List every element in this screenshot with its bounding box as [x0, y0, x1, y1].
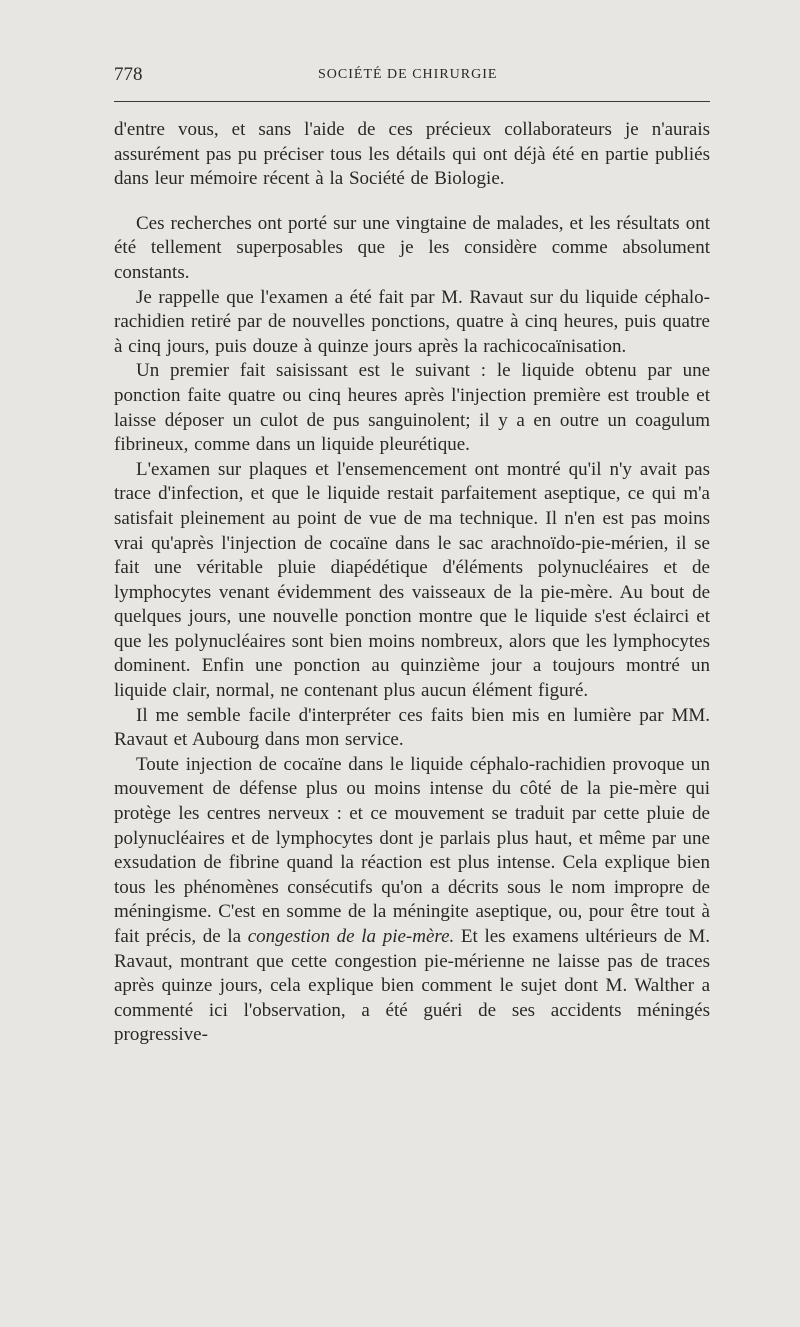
paragraph [114, 753, 710, 1048]
paragraph: Un premier fait saisissant est le suivant : le liquide obtenu par une ponction faite quatre ou cinq heures après l'injection première est trouble et laisse déposer un culot de pus sanguinolent; il y a en outre un coagulum fibrineux, comme dans un liquide pleurétique. [114, 360, 710, 456]
italic-phrase: congestion de la pie-mère. [247, 926, 455, 947]
paragraph: d'entre vous, et sans l'aide de ces précieux collaborateurs je n'aurais assurément pas pu préciser tous les détails qui ont déjà été en partie publiés dans leur mémoire récent à la Société de Biologie. [114, 119, 710, 190]
paragraph: Je rappelle que l'examen a été fait par M. Ravaut sur du liquide céphalo-rachidien retiré par de nouvelles ponctions, quatre à cinq heures, puis quatre à cinq jours, puis douze à quinze jours après la rachicocaïnisation. [114, 286, 710, 357]
body-text [114, 118, 710, 1048]
paragraph-text: Toute injection de cocaïne dans le liquide céphalo-rachidien provoque un mouvement de défense plus ou moins intense du côté de la pie-mère qui protège les centres nerveux : et ce mouvement se traduit par cette pluie de polynucléaires et de lymphocytes dont je parlais plus haut, et même par une exsudation de fibrine quand la réaction est plus intense. Cela explique bien tous les phénomènes consécutifs qu'on a décrits sous le nom impropre de méningisme. C'est en somme de la méningite aseptique, ou, pour être tout à fait précis, de la [114, 753, 710, 947]
paragraph-gap [114, 192, 710, 212]
paragraph-text: Et les examens ultérieurs de M. Ravaut, montrant que cette congestion pie-mérienne ne laisse pas de traces après quinze jours, cela explique bien comment le sujet dont M. Walther a commenté ici l'observation, a été guéri de ses accidents méningés progressive- [114, 926, 710, 1046]
paragraph: L'examen sur plaques et l'ensemencement ont montré qu'il n'y avait pas trace d'infection, et que le liquide restait parfaitement aseptique, ce qui m'a satisfait pleinement au point de vue de ma technique. Il n'en est pas moins vrai qu'après l'injection de cocaïne dans le sac arachnoïdo-pie-mérien, il se fait une véritable pluie diapédétique d'éléments polynucléaires et de lymphocytes venant évidemment des vaisseaux de la pie-mère. Au bout de quelques jours, une nouvelle ponction montre que le liquide s'est éclairci et que les polynucléaires sont bien moins nombreux, alors que les lymphocytes dominent. Enfin une ponction au quinzième jour a toujours montré un liquide clair, normal, ne contenant plus aucun élément figuré. [114, 458, 710, 702]
page-number: 778 [114, 64, 143, 85]
paragraph: Il me semble facile d'interpréter ces faits bien mis en lumière par MM. Ravaut et Aubourg dans mon service. [114, 704, 710, 751]
paragraph: Ces recherches ont porté sur une vingtaine de malades, et les résultats ont été tellement superposables que je les considère comme absolument constants. [114, 212, 710, 283]
header-rule [114, 101, 710, 102]
page-header [114, 64, 710, 88]
running-title: SOCIÉTÉ DE CHIRURGIE [318, 67, 498, 82]
